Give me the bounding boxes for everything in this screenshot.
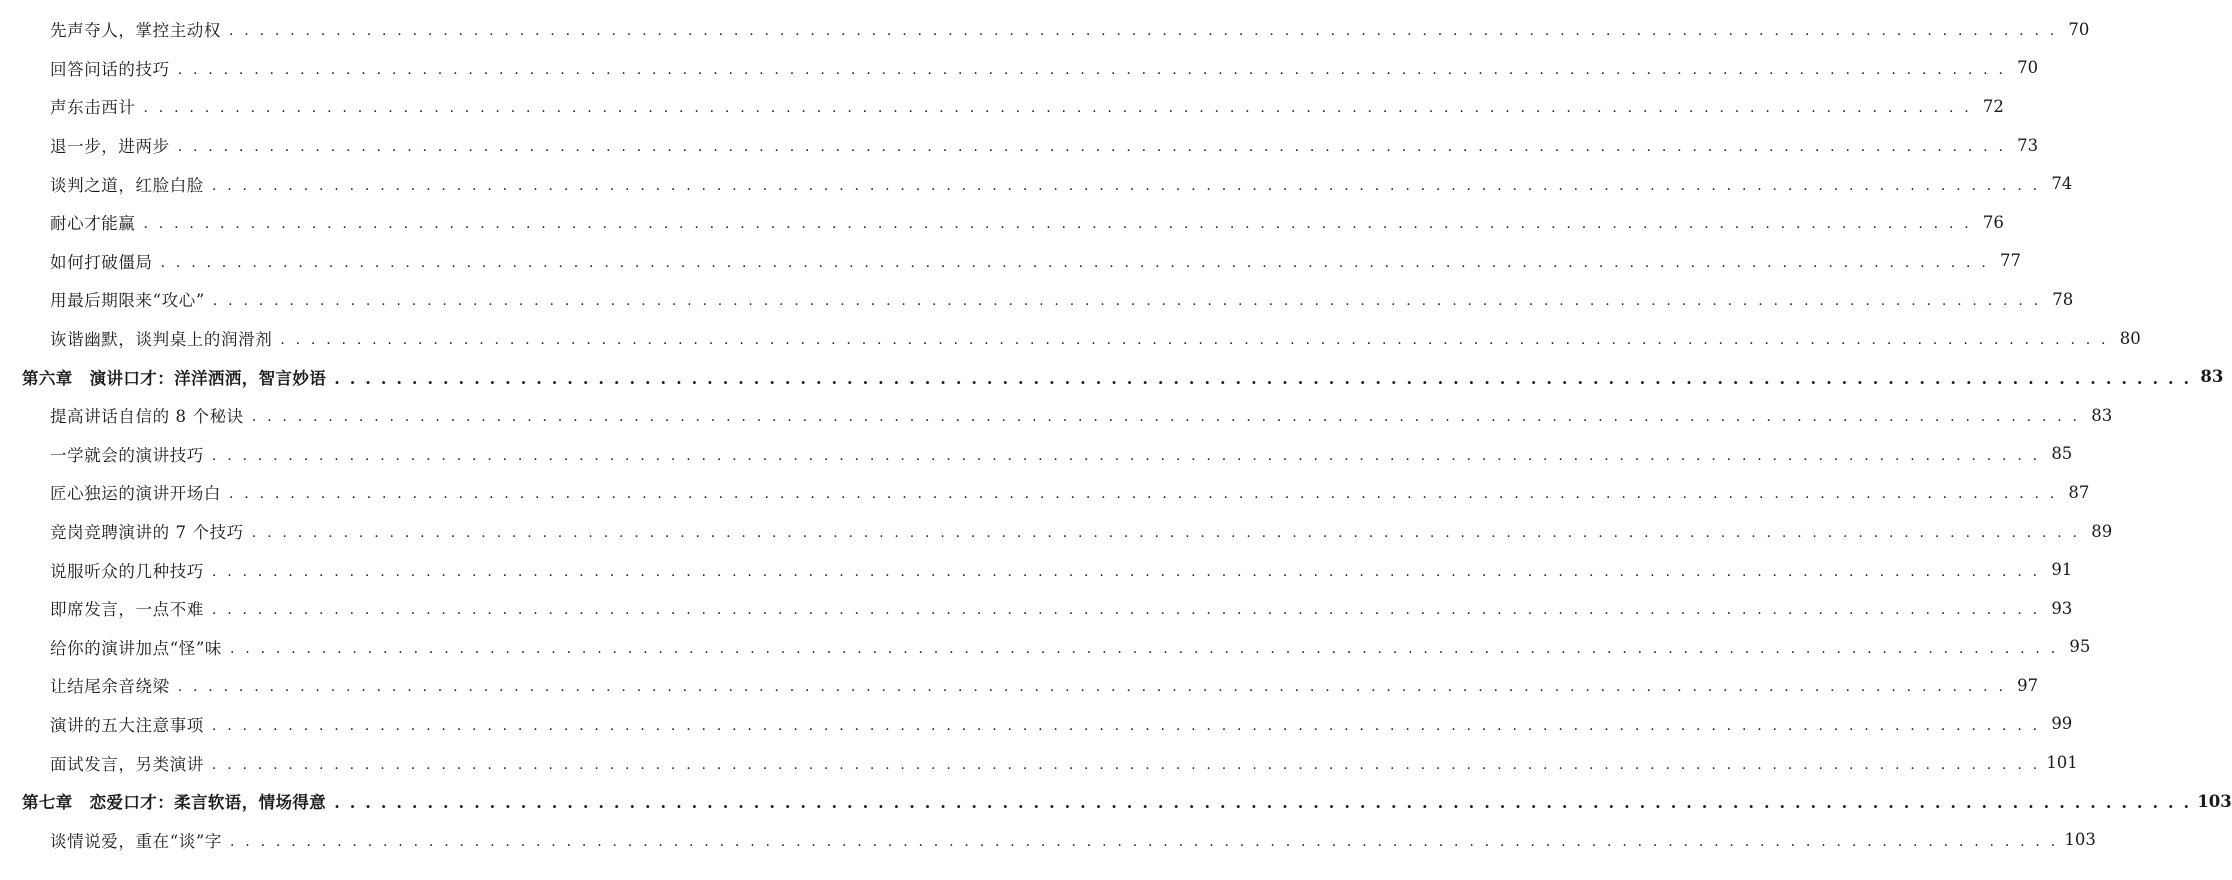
toc-section-entry: [0, 396, 2113, 435]
toc-page-number: 89: [2091, 521, 2113, 541]
toc-entry-title: 用最后期限来“攻心”: [50, 291, 205, 311]
toc-page-number: 103: [2064, 830, 2096, 850]
toc-page-number: 77: [2000, 251, 2022, 271]
dot-leader: . . . . . . . . . . . . . . . . . . . . . . . . . . . . . . . . . . . . . . . . . . . . . . . . . . . . . . . . . . . . . . . . . . . . . . . . . . . . . . . . . . . . . . . . . . . . . . . . . . . . . . . . . . . . . . . . . . . . . . . .: [212, 293, 2042, 310]
toc-section-entry: [0, 49, 2039, 88]
toc-section-entry: [0, 435, 2073, 474]
toc-page-number: 78: [2052, 289, 2074, 309]
toc-entry-title: 即席发言，一点不难: [50, 600, 204, 620]
dot-leader: . . . . . . . . . . . . . . . . . . . . . . . . . . . . . . . . . . . . . . . . . . . . . . . . . . . . . . . . . . . . . . . . . . . . . . . . . . . . . . . . . . . . . . . . . . . . . . . . . . . . . . . . . . . . . . . . . . . . . . . .: [229, 23, 2058, 40]
dot-leader: . . . . . . . . . . . . . . . . . . . . . . . . . . . . . . . . . . . . . . . . . . . . . . . . . . . . . . . . . . . . . . . . . . . . . . . . . . . . . . . . . . . . . . . . . . . . . . . . . . . . . . . . . . . . . . . . . . . . . . . .: [229, 833, 2059, 850]
toc-page-number: 103: [2197, 791, 2232, 811]
toc-page-number: 91: [2051, 560, 2073, 580]
dot-leader: . . . . . . . . . . . . . . . . . . . . . . . . . . . . . . . . . . . . . . . . . . . . . . . . . . . . . . . . . . . . . . . . . . . . . . . . . . . . . . . . . . . . . . . . . . . . . . . . . . . . . . . . . . . . . . . . . . . . . . . .: [177, 679, 2007, 696]
dot-leader: . . . . . . . . . . . . . . . . . . . . . . . . . . . . . . . . . . . . . . . . . . . . . . . . . . . . . . . . . . . . . . . . . . . . . . . . . . . . . . . . . . . . . . . . . . . . . . . . . . . . . . . . . . . . . . . . . . . . . . . .: [211, 563, 2041, 580]
toc-page-number: 73: [2017, 135, 2039, 155]
toc-page-number: 80: [2119, 328, 2141, 348]
toc-chapter-entry: [0, 357, 2224, 396]
toc-page-number: 76: [1982, 212, 2004, 232]
toc-entry-title: 说服听众的几种技巧: [50, 561, 204, 581]
dot-leader: . . . . . . . . . . . . . . . . . . . . . . . . . . . . . . . . . . . . . . . . . . . . . . . . . . . . . . . . . . . . . . . . . . . . . . . . . . . . . . . . . . . . . . . . . . . . . . . . . . . . . . . . . . . . . . . . . . . . . . . .: [211, 717, 2041, 734]
toc-entry-title: 第六章 演讲口才：洋洋洒洒，智言妙语: [22, 368, 327, 388]
dot-leader: . . . . . . . . . . . . . . . . . . . . . . . . . . . . . . . . . . . . . . . . . . . . . . . . . . . . . . . . . . . . . . . . . . . . . . . . . . . . . . . . . . . . . . . . . . . . . . . . . . . . . . . . . . . . . . . . . . . . . . . .: [211, 447, 2041, 464]
toc-section-entry: [0, 743, 2078, 782]
dot-leader: . . . . . . . . . . . . . . . . . . . . . . . . . . . . . . . . . . . . . . . . . . . . . . . . . . . . . . . . . . . . . . . . . . . . . . . . . . . . . . . . . . . . . . . . . . . . . . . . . . . . . . . . . . . . . . . . . . . . . . . .: [211, 177, 2041, 194]
toc-page-number: 97: [2017, 675, 2039, 695]
toc-entry-title: 退一步，进两步: [50, 137, 170, 157]
toc-section-entry: [0, 126, 2039, 165]
toc-entry-title: 匠心独运的演讲开场白: [50, 484, 221, 504]
dot-leader: . . . . . . . . . . . . . . . . . . . . . . . . . . . . . . . . . . . . . . . . . . . . . . . . . . . . . . . . . . . . . . . . . . . . . . . . . . . . . . . . . . . . . . . . . . . . . . . . . . . . . . . . . . . . . . . . . . . . . . . .: [143, 216, 1972, 233]
toc-section-entry: [0, 242, 2022, 281]
toc-entry-title: 先声夺人，掌控主动权: [50, 21, 221, 41]
toc-page-number: 85: [2051, 444, 2073, 464]
toc-section-entry: [0, 280, 2074, 319]
toc-chapter-entry: [0, 782, 2232, 821]
toc-page-number: 93: [2051, 598, 2073, 618]
dot-leader: . . . . . . . . . . . . . . . . . . . . . . . . . . . . . . . . . . . . . . . . . . . . . . . . . . . . . . . . . . . . . . . . . . . . . . . . . . . . . . . . . . . . . . . . . . . . . . . . . . . . . . . . . . . . . . . . . . . . . . . .: [160, 254, 1990, 271]
toc-entry-title: 竞岗竞聘演讲的 7 个技巧: [50, 523, 244, 543]
toc-entry-title: 谈判之道，红脸白脸: [50, 175, 204, 195]
dot-leader: . . . . . . . . . . . . . . . . . . . . . . . . . . . . . . . . . . . . . . . . . . . . . . . . . . . . . . . . . . . . . . . . . . . . . . . . . . . . . . . . . . . . . . . . . . . . . . . . . . . . . . . . . . . . . . . . . . . . . . . .: [229, 486, 2058, 503]
toc-page-number: 70: [2068, 19, 2090, 39]
toc-entry-title: 让结尾余音绕梁: [50, 677, 170, 697]
toc-entry-title: 诙谐幽默，谈判桌上的润滑剂: [50, 330, 273, 350]
toc-section-entry: [0, 473, 2090, 512]
dot-leader: . . . . . . . . . . . . . . . . . . . . . . . . . . . . . . . . . . . . . . . . . . . . . . . . . . . . . . . . . . . . . . . . . . . . . . . . . . . . . . . . . . . . . . . . . . . . . . . . . . . . . . . . . . . . . . . . . . . . . . . .: [251, 525, 2081, 542]
toc-entry-title: 提高讲话自信的 8 个秘诀: [50, 407, 244, 427]
toc-page-number: 83: [2200, 367, 2224, 387]
toc-section-entry: [0, 589, 2073, 628]
toc-page-number: 99: [2051, 714, 2073, 734]
dot-leader: . . . . . . . . . . . . . . . . . . . . . . . . . . . . . . . . . . . . . . . . . . . . . . . . . . . . . . . . . . . . . . . . . . . . . . . . . . . . . . . . . . . . . . . . . . . . . . . . . . . . . . . . . . . . . . . . . . . . . . . .: [177, 61, 2007, 78]
toc-page-number: 70: [2017, 58, 2039, 78]
dot-leader: . . . . . . . . . . . . . . . . . . . . . . . . . . . . . . . . . . . . . . . . . . . . . . . . . . . . . . . . . . . . . . . . . . . . . . . . . . . . . . . . . . . . . . . . . . . . . . . . . . . . . . . . . . . . . . . . . . . . . . . .: [334, 368, 2192, 388]
toc-entry-title: 第七章 恋爱口才：柔言软语，情场得意: [22, 793, 327, 813]
toc-page-number: 95: [2069, 637, 2091, 657]
dot-leader: . . . . . . . . . . . . . . . . . . . . . . . . . . . . . . . . . . . . . . . . . . . . . . . . . . . . . . . . . . . . . . . . . . . . . . . . . . . . . . . . . . . . . . . . . . . . . . . . . . . . . . . . . . . . . . . . . . . . . . . .: [229, 640, 2059, 657]
toc-section-entry: [0, 628, 2091, 667]
dot-leader: . . . . . . . . . . . . . . . . . . . . . . . . . . . . . . . . . . . . . . . . . . . . . . . . . . . . . . . . . . . . . . . . . . . . . . . . . . . . . . . . . . . . . . . . . . . . . . . . . . . . . . . . . . . . . . . . . . . . . . . .: [177, 139, 2007, 156]
dot-leader: . . . . . . . . . . . . . . . . . . . . . . . . . . . . . . . . . . . . . . . . . . . . . . . . . . . . . . . . . . . . . . . . . . . . . . . . . . . . . . . . . . . . . . . . . . . . . . . . . . . . . . . . . . . . . . . . . . . . . . . .: [251, 409, 2081, 426]
dot-leader: . . . . . . . . . . . . . . . . . . . . . . . . . . . . . . . . . . . . . . . . . . . . . . . . . . . . . . . . . . . . . . . . . . . . . . . . . . . . . . . . . . . . . . . . . . . . . . . . . . . . . . . . . . . . . . . . . . . . . . . .: [211, 756, 2041, 773]
toc-section-entry: [0, 87, 2004, 126]
toc-section-entry: [0, 203, 2004, 242]
toc-page-number: 74: [2051, 174, 2073, 194]
toc-entry-title: 演讲的五大注意事项: [50, 715, 204, 735]
toc-page-number: 72: [1982, 96, 2004, 116]
dot-leader: . . . . . . . . . . . . . . . . . . . . . . . . . . . . . . . . . . . . . . . . . . . . . . . . . . . . . . . . . . . . . . . . . . . . . . . . . . . . . . . . . . . . . . . . . . . . . . . . . . . . . . . . . . . . . . . . . . . . . . . .: [280, 332, 2109, 349]
table-of-contents: [0, 10, 2232, 859]
dot-leader: . . . . . . . . . . . . . . . . . . . . . . . . . . . . . . . . . . . . . . . . . . . . . . . . . . . . . . . . . . . . . . . . . . . . . . . . . . . . . . . . . . . . . . . . . . . . . . . . . . . . . . . . . . . . . . . . . . . . . . . .: [334, 793, 2192, 813]
toc-section-entry: [0, 164, 2073, 203]
dot-leader: . . . . . . . . . . . . . . . . . . . . . . . . . . . . . . . . . . . . . . . . . . . . . . . . . . . . . . . . . . . . . . . . . . . . . . . . . . . . . . . . . . . . . . . . . . . . . . . . . . . . . . . . . . . . . . . . . . . . . . . .: [211, 602, 2041, 619]
toc-entry-title: 如何打破僵局: [50, 252, 153, 272]
toc-entry-title: 给你的演讲加点“怪”味: [50, 638, 222, 658]
toc-entry-title: 一学就会的演讲技巧: [50, 445, 204, 465]
toc-page-number: 101: [2046, 753, 2078, 773]
toc-section-entry: [0, 512, 2113, 551]
toc-entry-title: 声东击西计: [50, 98, 136, 118]
toc-section-entry: [0, 820, 2096, 859]
toc-page-number: 87: [2068, 482, 2090, 502]
toc-entry-title: 回答问话的技巧: [50, 59, 170, 79]
toc-section-entry: [0, 319, 2141, 358]
toc-section-entry: [0, 666, 2039, 705]
toc-entry-title: 面试发言，另类演讲: [50, 754, 204, 774]
toc-section-entry: [0, 550, 2073, 589]
toc-page-number: 83: [2091, 405, 2113, 425]
toc-entry-title: 谈情说爱，重在“谈”字: [50, 831, 222, 851]
dot-leader: . . . . . . . . . . . . . . . . . . . . . . . . . . . . . . . . . . . . . . . . . . . . . . . . . . . . . . . . . . . . . . . . . . . . . . . . . . . . . . . . . . . . . . . . . . . . . . . . . . . . . . . . . . . . . . . . . . . . . . . .: [143, 100, 1972, 117]
toc-entry-title: 耐心才能赢: [50, 214, 136, 234]
toc-section-entry: [0, 10, 2090, 49]
toc-section-entry: [0, 705, 2073, 744]
